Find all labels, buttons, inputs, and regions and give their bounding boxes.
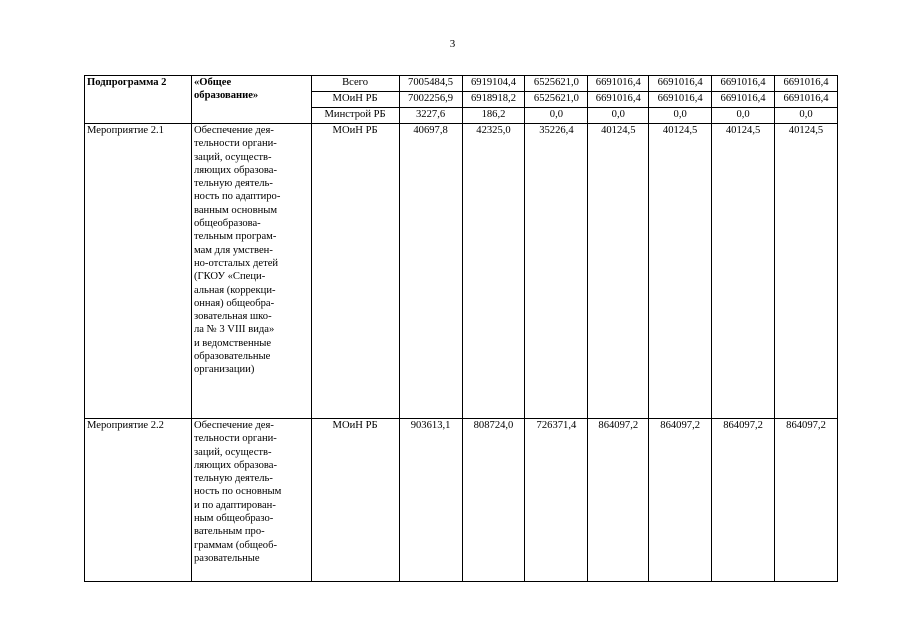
value-cell: 726371,4 xyxy=(525,419,588,582)
measure-description: Обеспечение дея- тельности органи- заций, осуществ- ляющих образова- тельную деятель- ность по основным и по адаптирован- ным общеобразо- вательным про- граммам (общеоб- разовательные xyxy=(191,419,311,582)
value-cell: 0,0 xyxy=(649,108,712,124)
value-cell: 0,0 xyxy=(775,108,838,124)
source-cell: МОиН РБ xyxy=(311,92,399,108)
source-cell: МОиН РБ xyxy=(311,419,399,582)
measure-label: Мероприятие 2.1 xyxy=(85,124,192,419)
value-cell: 864097,2 xyxy=(775,419,838,582)
value-cell: 0,0 xyxy=(525,108,588,124)
value-cell: 6525621,0 xyxy=(525,76,588,92)
source-cell: Всего xyxy=(311,76,399,92)
value-cell: 6525621,0 xyxy=(525,92,588,108)
value-cell: 40124,5 xyxy=(775,124,838,419)
table-row xyxy=(85,124,838,419)
value-cell: 6691016,4 xyxy=(588,76,649,92)
value-cell: 6691016,4 xyxy=(775,76,838,92)
budget-table xyxy=(84,75,838,582)
value-cell: 42325,0 xyxy=(462,124,525,419)
value-cell: 40124,5 xyxy=(712,124,775,419)
value-cell: 40124,5 xyxy=(588,124,649,419)
value-cell: 903613,1 xyxy=(399,419,462,582)
page-number: 3 xyxy=(449,38,456,50)
value-cell: 6918918,2 xyxy=(462,92,525,108)
value-cell: 6691016,4 xyxy=(649,92,712,108)
measure-label: Мероприятие 2.2 xyxy=(85,419,192,582)
value-cell: 864097,2 xyxy=(588,419,649,582)
subprogram-name: «Общее образование» xyxy=(191,76,311,124)
value-cell: 6691016,4 xyxy=(712,92,775,108)
value-cell: 6691016,4 xyxy=(649,76,712,92)
value-cell: 6691016,4 xyxy=(588,92,649,108)
source-cell: Минстрой РБ xyxy=(311,108,399,124)
value-cell: 0,0 xyxy=(712,108,775,124)
source-cell: МОиН РБ xyxy=(311,124,399,419)
value-cell: 186,2 xyxy=(462,108,525,124)
value-cell: 864097,2 xyxy=(712,419,775,582)
value-cell: 7005484,5 xyxy=(399,76,462,92)
value-cell: 6691016,4 xyxy=(712,76,775,92)
value-cell: 40697,8 xyxy=(399,124,462,419)
value-cell: 7002256,9 xyxy=(399,92,462,108)
subprogram-label: Подпрограмма 2 xyxy=(85,76,192,124)
value-cell: 6691016,4 xyxy=(775,92,838,108)
value-cell: 0,0 xyxy=(588,108,649,124)
measure-description: Обеспечение дея- тельности органи- заций, осуществ- ляющих образова- тельную деятель- ность по адаптиро- ванным основным общеобразова- тельным програм- мам для умствен- но-отсталых детей (ГКОУ «Специ- альная (коррекци- онная) общеобра- зовательная шко- ла № 3 VIII вида» и ведомственные образовательные организации) xyxy=(191,124,311,419)
value-cell: 3227,6 xyxy=(399,108,462,124)
value-cell: 864097,2 xyxy=(649,419,712,582)
table-row xyxy=(85,419,838,582)
value-cell: 808724,0 xyxy=(462,419,525,582)
value-cell: 35226,4 xyxy=(525,124,588,419)
table-row xyxy=(85,76,838,92)
value-cell: 40124,5 xyxy=(649,124,712,419)
value-cell: 6919104,4 xyxy=(462,76,525,92)
